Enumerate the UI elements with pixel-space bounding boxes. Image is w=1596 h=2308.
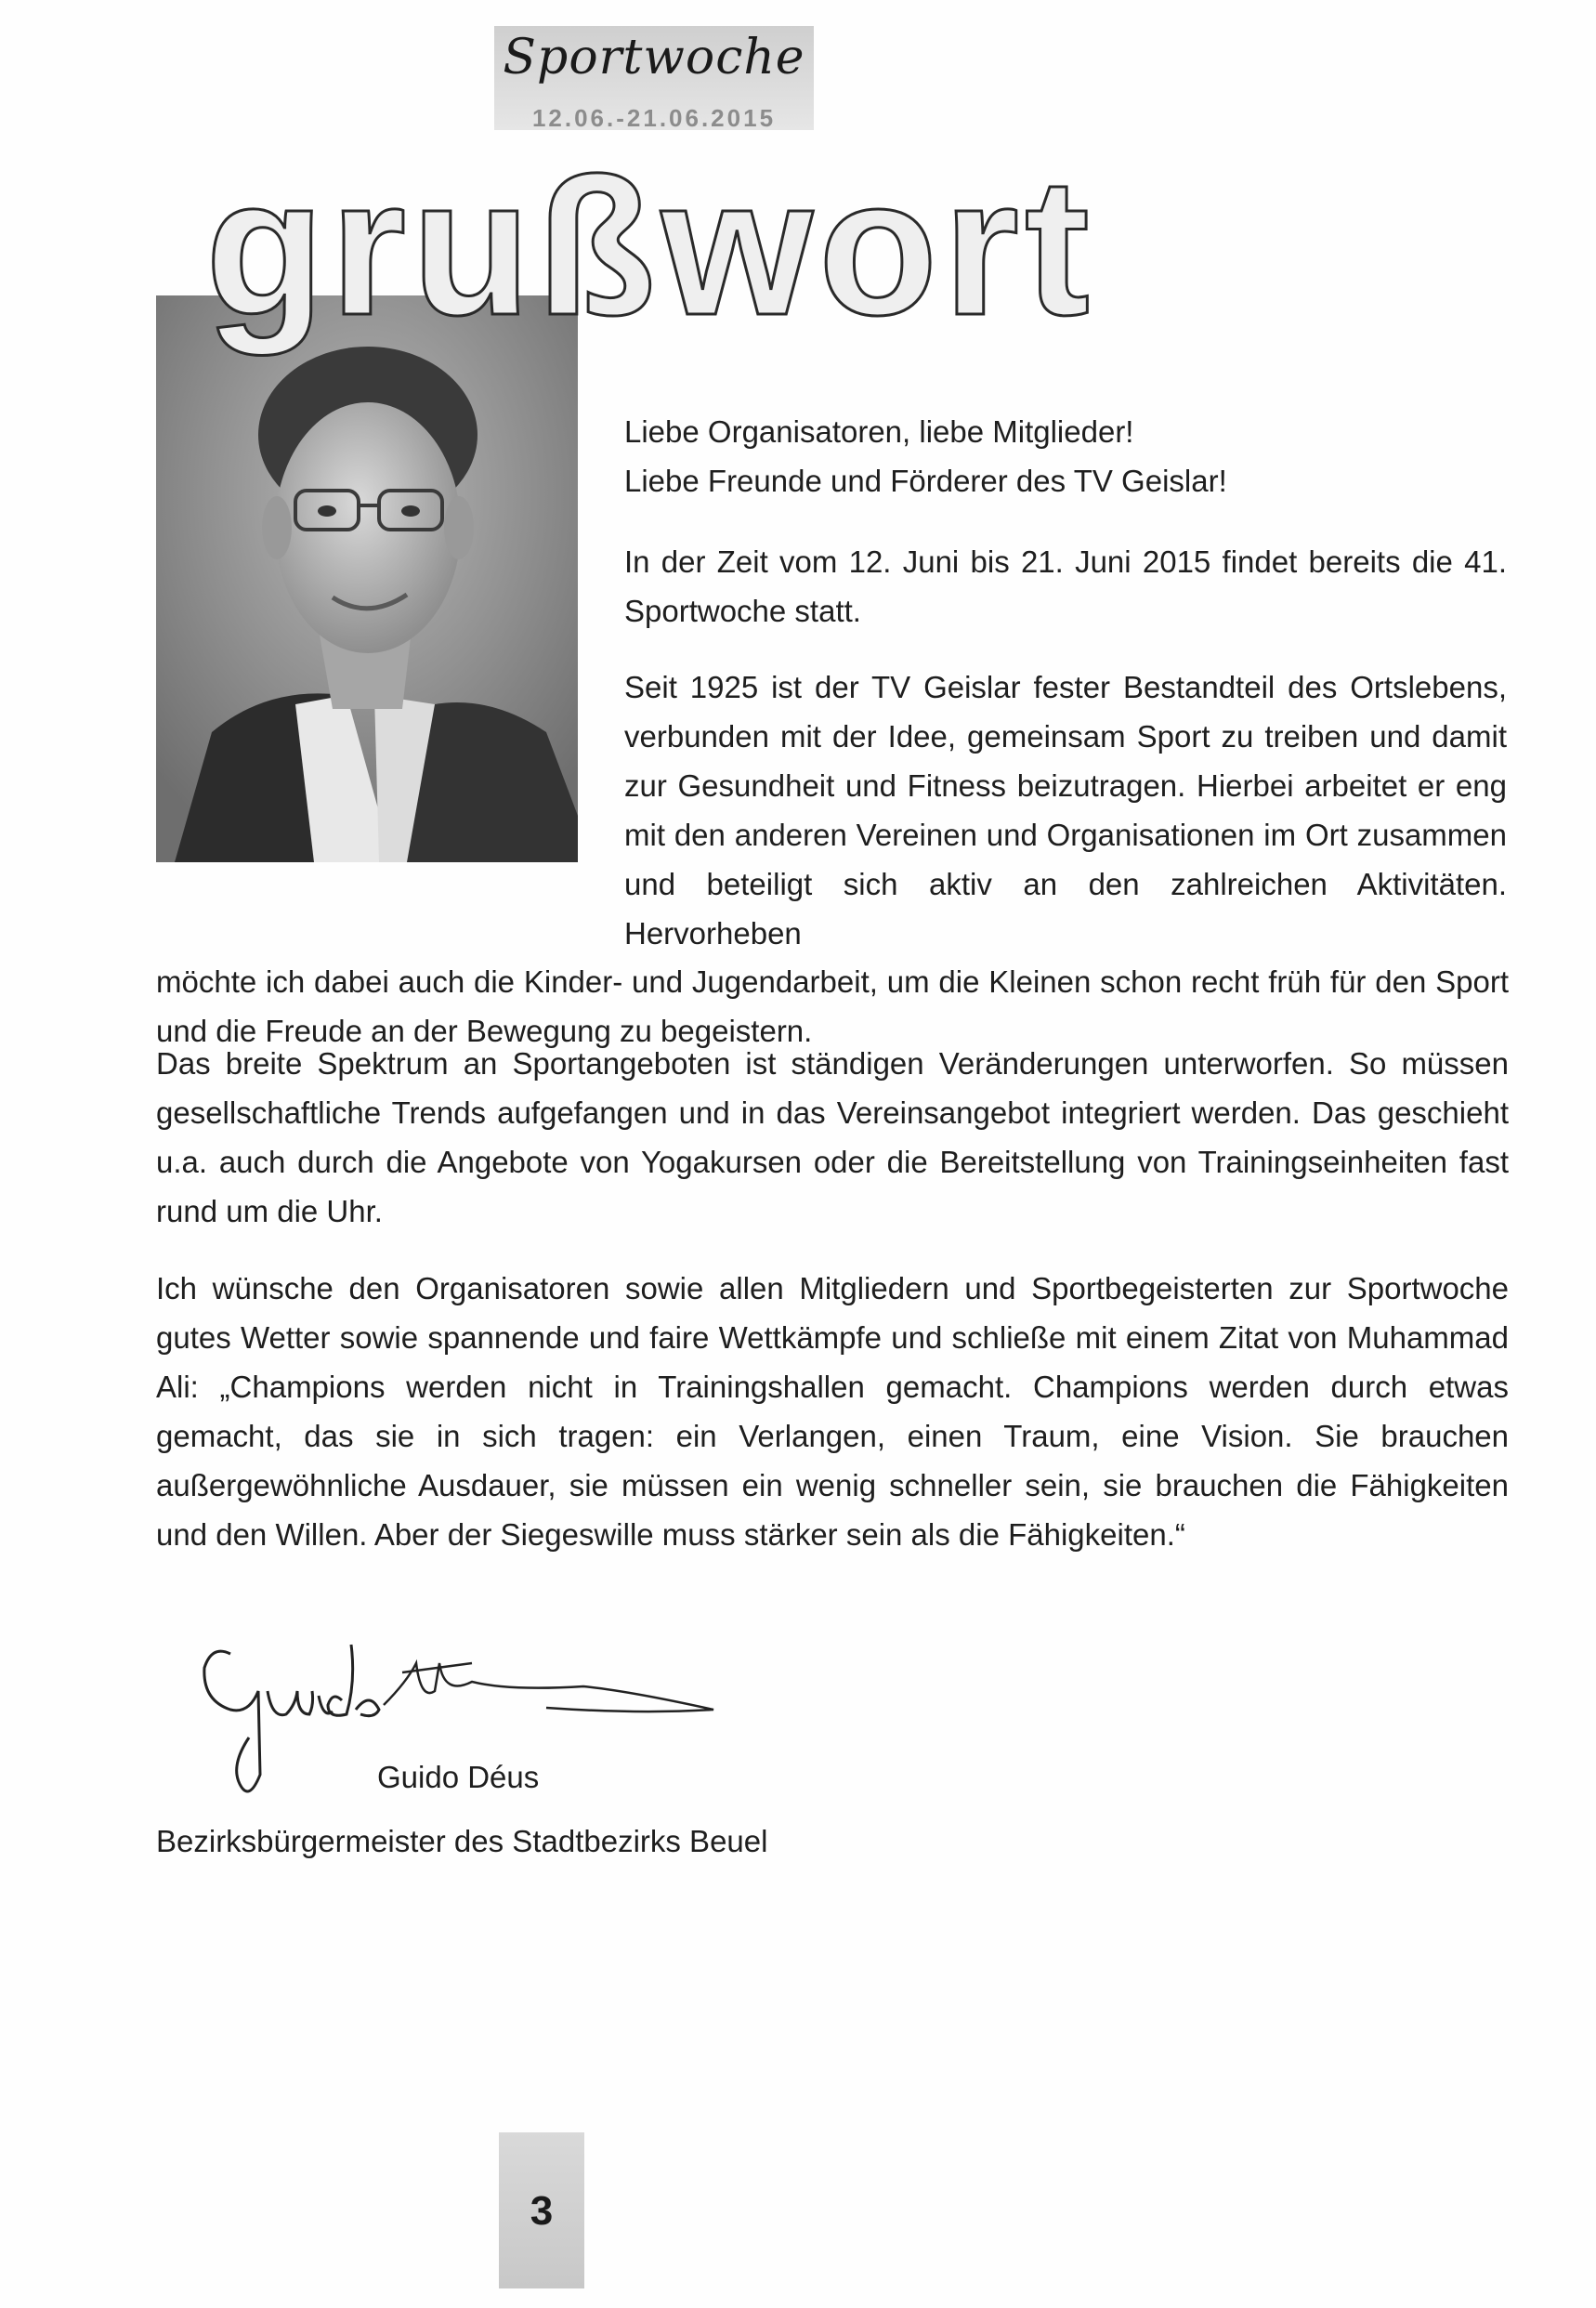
header-dates: 12.06.-21.06.2015 bbox=[531, 104, 777, 132]
big-title-outlined bbox=[130, 156, 1171, 361]
greeting-line-2: Liebe Freunde und Förderer des TV Geislar! bbox=[624, 464, 1227, 498]
page-number: 3 bbox=[530, 2188, 554, 2234]
paragraph-1-top: Seit 1925 ist der TV Geislar fester Bestandteil des Ortslebens, verbunden mit der Idee, gemeinsam Sport zu treiben und damit zur Gesundheit und Fitness beizutragen. Hierbei arbeitet er eng mit den anderen Vereinen und Organisationen im Ort zusammen und beteiligt sich aktiv an den zahlreichen Aktivitäten. Hervorheben bbox=[624, 670, 1507, 951]
paragraph-2: Das breite Spektrum an Sportangeboten ist ständigen Veränderungen unterworfen. So müssen gesellschaftliche Trends aufgefangen und in das Vereinsangebot integriert werden. Das geschieht u.a. auch durch die Angebote von Yogakursen oder die Bereitstellung von Trainingseinheiten fast rund um die Uhr. bbox=[156, 1046, 1509, 1228]
signer-name: Guido Déus bbox=[377, 1760, 540, 1794]
paragraph-3: Ich wünsche den Organisatoren sowie allen Mitgliedern und Sportbegeisterten zur Sportwoche gutes Wetter sowie spannende und faire Wettkämpfe und schließe mit einem Zitat von Muhammad Ali: „Champions werden nicht in Trainingshallen gemacht. Champions werden durch etwas gemacht, das sie in sich tragen: ein Verlangen, einen Traum, eine Vision. Sie brauchen außergewöhnliche Ausdauer, sie müssen ein wenig schneller sein, sie brauchen die Fähigkeiten und den Willen. Aber der Siegeswille muss stärker sein als die Fähigkeiten.“ bbox=[156, 1271, 1509, 1552]
signer-role: Bezirksbürgermeister des Stadtbezirks Beuel bbox=[156, 1824, 768, 1858]
greeting-line-1: Liebe Organisatoren, liebe Mitglieder! bbox=[624, 414, 1134, 449]
paragraph-1-rest: möchte ich dabei auch die Kinder- und Jugendarbeit, um die Kleinen schon recht früh für den Sport und die Freude an der Bewegung zu begeistern. bbox=[156, 964, 1509, 1048]
intro-paragraph: In der Zeit vom 12. Juni bis 21. Juni 2015 findet bereits die 41. Sportwoche statt. bbox=[624, 544, 1507, 628]
page-number-box bbox=[499, 2132, 584, 2288]
header-title: Sportwoche bbox=[503, 30, 805, 85]
portrait-photo bbox=[156, 295, 578, 862]
big-title-text: grußwort bbox=[205, 156, 1095, 356]
header-box bbox=[494, 26, 814, 130]
greeting bbox=[624, 407, 1516, 505]
